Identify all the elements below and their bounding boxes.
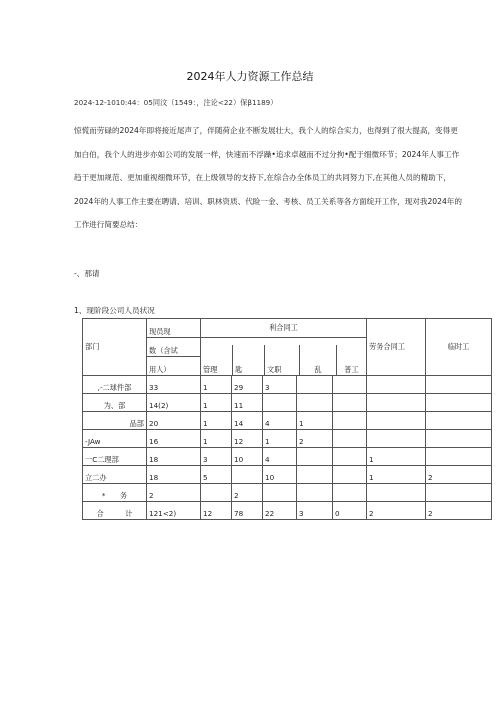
table-row (83, 448, 492, 466)
row-current: 18 (147, 448, 201, 466)
row-cell (201, 484, 232, 502)
row-cell (426, 430, 492, 448)
header-contract-group: 利合同工 (201, 319, 367, 338)
row-cell (426, 412, 492, 430)
row-cell (333, 394, 367, 412)
row-cell (426, 394, 492, 412)
intro-line: 2024年的人事工作主要在聘请、培训、职林资质、代睑一金、考核、员工关系等各方面绽开工作，现对我2024年的 (74, 196, 462, 206)
header-current-2: 数（含试 (147, 338, 201, 357)
table-row (83, 430, 492, 448)
row-cell: 1 (367, 448, 426, 466)
row-cell (333, 466, 367, 484)
header-temp: 临时工 (426, 319, 492, 376)
header-sub-2: 文职 (265, 345, 300, 375)
row-cell (333, 430, 367, 448)
row-cell (297, 448, 333, 466)
row-cell (297, 484, 333, 502)
row-cell: 10 (232, 448, 263, 466)
row-current: 2 (147, 484, 201, 502)
row-cell: 1 (297, 412, 333, 430)
row-cell: 22 (263, 502, 297, 520)
row-cell: 2 (426, 502, 492, 520)
row-cell: 12 (201, 502, 232, 520)
subsection-heading: 1、现阶段公司人员状况 (74, 306, 155, 315)
row-cell: 3 (297, 502, 333, 520)
row-cell (263, 394, 297, 412)
row-cell: 1 (201, 412, 232, 430)
row-cell (367, 376, 426, 394)
row-cell: 0 (333, 502, 367, 520)
row-cell (426, 448, 492, 466)
row-cell (367, 412, 426, 430)
row-dept: 合 计 (83, 502, 147, 520)
header-current-3: 用人） (147, 357, 201, 376)
row-cell: 12 (232, 430, 263, 448)
table-row (83, 412, 492, 430)
row-cell: 29 (232, 376, 263, 394)
document-meta: 2024-12-1010:44：05同汶（1549：，注论<22）保β1189） (74, 98, 278, 107)
document-title: 2024年人力资源工作总结 (186, 70, 314, 83)
row-cell (333, 484, 367, 502)
row-current: 14(2) (147, 394, 201, 412)
header-sub-0: 管理 (201, 345, 233, 375)
row-cell (263, 484, 297, 502)
intro-line: 加白伯，我个人的进步亦如公司的发展一样，快速而不浮躁•追求卓越而不过分拘•配于细微环节；2024年人事工作 (74, 149, 460, 159)
row-cell: 3 (201, 448, 232, 466)
row-cell: 1 (201, 394, 232, 412)
row-cell (367, 394, 426, 412)
header-current-1: 现员现 (147, 319, 201, 338)
row-cell: 78 (232, 502, 263, 520)
section-heading: -、那请 (74, 269, 100, 278)
row-cell: 4 (263, 412, 297, 430)
row-dept: ,-二球件部 (83, 376, 147, 394)
row-cell: 2 (367, 502, 426, 520)
header-sub-3: 乱 (300, 345, 337, 375)
row-current: 33 (147, 376, 201, 394)
row-cell: 14 (232, 412, 263, 430)
row-dept: 立二办 (83, 466, 147, 484)
row-cell (426, 484, 492, 502)
intro-line: 惊慌而劳碌的2024年即将接近尾声了，伴随荷企业不断发展壮大，我个人的综合实力，也得到了很大提高，变得更 (74, 126, 458, 135)
row-current: 16 (147, 430, 201, 448)
row-cell: 10 (263, 466, 297, 484)
header-sub-1: 匙 (233, 345, 265, 375)
staff-table (82, 318, 492, 520)
row-dept: 一C二理部 (83, 448, 147, 466)
header-dept: 部门 (83, 319, 147, 376)
row-cell (297, 376, 333, 394)
intro-paragraph (74, 119, 494, 237)
header-labor-contract: 劳务合同工 (367, 319, 426, 376)
row-cell: 11 (232, 394, 263, 412)
row-current: 18 (147, 466, 201, 484)
table-row (83, 484, 492, 502)
row-cell: 3 (263, 376, 297, 394)
table-row (83, 394, 492, 412)
intro-line: 趋于更加规范、更加重视细微环节，在上级领导的支持下,在综合办全体员工的共同努力下,在其他人员的精助下， (74, 173, 451, 182)
row-current: 121<2) (147, 502, 201, 520)
row-cell (333, 412, 367, 430)
row-cell: 1 (263, 430, 297, 448)
row-cell (297, 466, 333, 484)
row-cell: 2 (297, 430, 333, 448)
table-row (83, 376, 492, 394)
row-cell: 5 (201, 466, 232, 484)
row-cell (367, 430, 426, 448)
row-dept: 品部 (83, 412, 147, 430)
row-cell: 4 (263, 448, 297, 466)
table-row-total (83, 502, 492, 520)
row-cell: 1 (367, 466, 426, 484)
row-cell (367, 484, 426, 502)
row-cell: 1 (201, 430, 232, 448)
row-cell (333, 376, 367, 394)
header-sub-4: 普工 (344, 365, 359, 374)
row-cell: 2 (232, 484, 263, 502)
row-cell: 2 (426, 466, 492, 484)
intro-line: 工作进行简要总结： (74, 220, 143, 229)
table-row (83, 466, 492, 484)
header-sub-cell (201, 338, 367, 376)
row-cell (297, 394, 333, 412)
row-dept: 为、部 (83, 394, 147, 412)
row-dept: * 务 (83, 484, 147, 502)
row-cell: 1 (201, 376, 232, 394)
row-cell (333, 448, 367, 466)
row-cell (426, 376, 492, 394)
row-cell (232, 466, 263, 484)
row-current: 20 (147, 412, 201, 430)
row-dept: -JAw (83, 430, 147, 448)
